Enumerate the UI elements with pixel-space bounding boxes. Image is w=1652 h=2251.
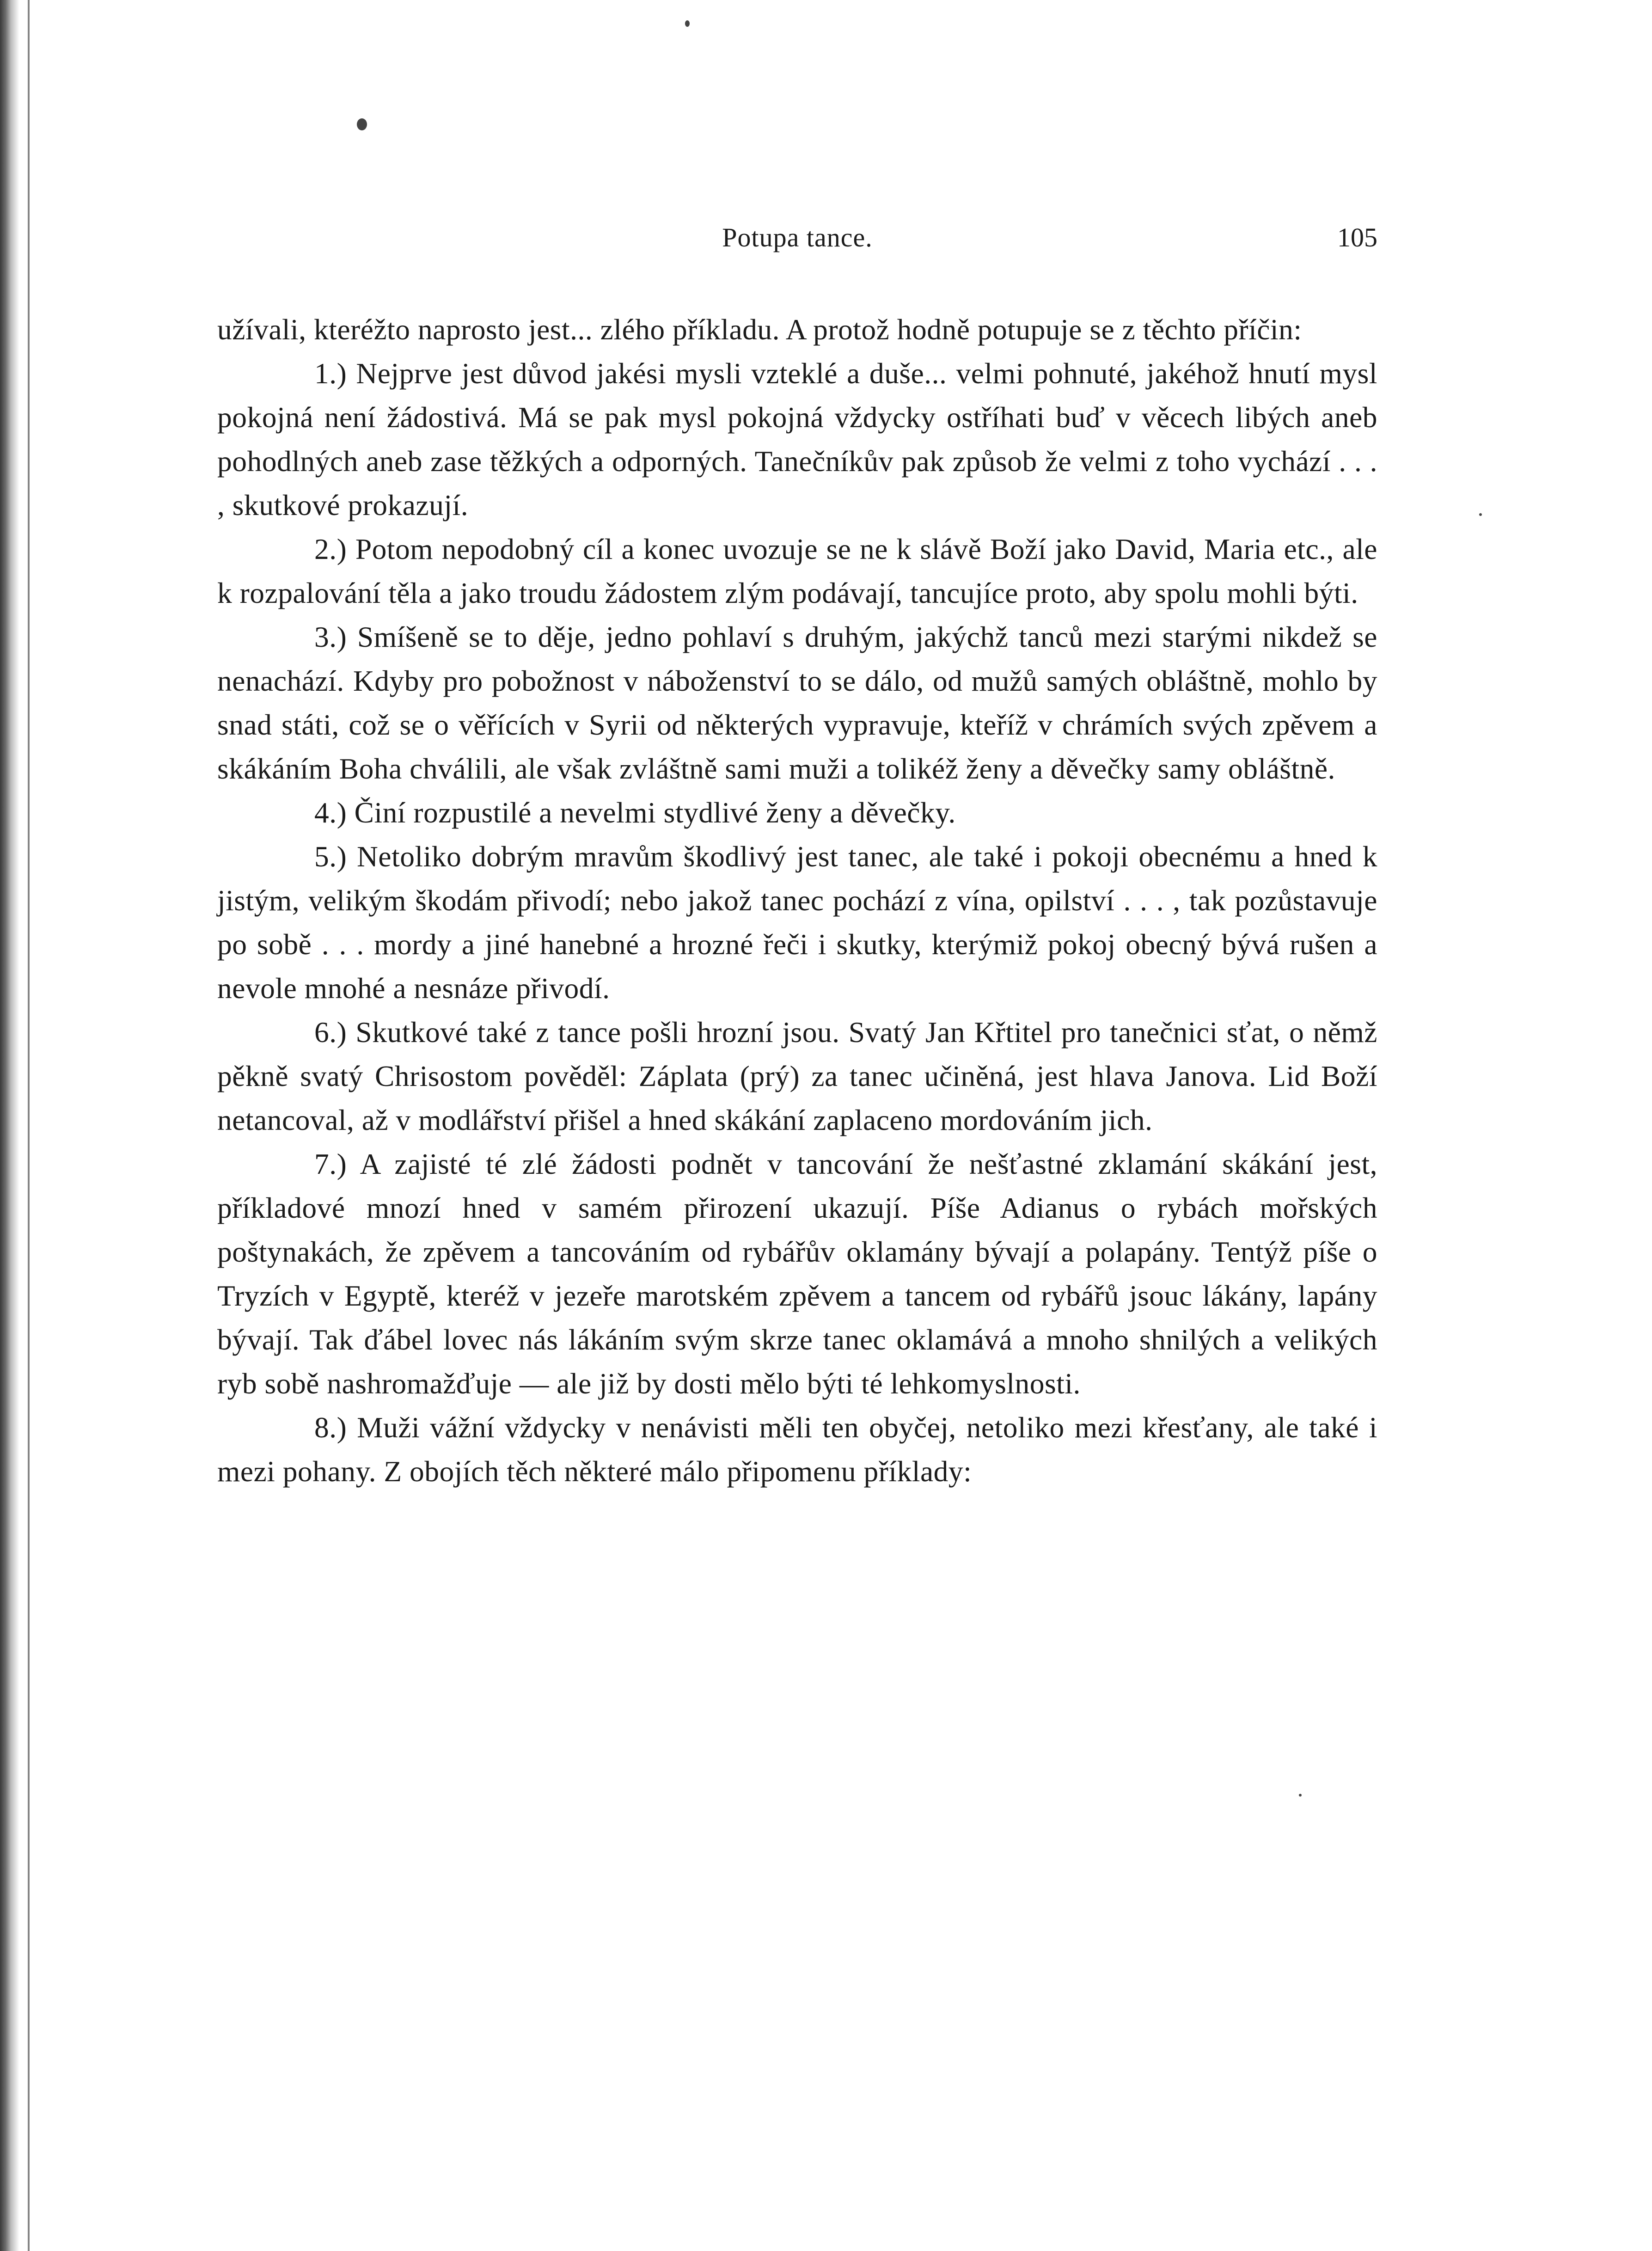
running-title: Potupa tance. xyxy=(722,222,873,252)
paragraph-continuation: užívali, kteréžto naprosto jest... zlého příkladu. A protož hodně potupuje se z těchto příčin: xyxy=(217,313,1302,346)
scan-speck xyxy=(685,20,690,27)
paragraph-1: 1.) Nejprve jest důvod jakési mysli vzteklé a duše... velmi pohnuté, jakéhož hnutí mysl pokojná není žádostivá. Má se pak mysl pokojná vždycky ostříhati buď v věcech libých aneb pohodlných aneb zase těžkých a odporných. Tanečníkův pak způsob že velmi z toho vychází . . . , skutkové prokazují. xyxy=(217,357,1377,521)
paragraph-5: 5.) Netoliko dobrým mravům škodlivý jest tanec, ale také i pokoji obecnému a hned k jistým, velikým škodám přivodí; nebo jakož tanec pochází z vína, opilství . . . , tak pozůstavuje po sobě . . . mordy a jiné hanebné a hrozné řeči i skutky, kterýmiž pokoj obecný bývá rušen a nevole mnohé a nesnáze přivodí. xyxy=(217,840,1377,1005)
paragraph-7: 7.) A zajisté té zlé žádosti podnět v tancování že nešťastné zklamání skákání jest, příkladové mnozí hned v samém přirození ukazují. Píše Adianus o rybách mořských poštynakách, že zpěvem a tancováním od rybářův oklamány bývají a polapány. Tentýž píše o Tryzích v Egyptě, kteréž v jezeře marotském zpěvem a tancem od rybářů jsouc lákány, lapány bývají. Tak ďábel lovec nás lákáním svým skrze tanec oklamává a mnoho shnilých a velikých ryb sobě nashromažďuje — ale již by dosti mělo býti té lehkomyslnosti. xyxy=(217,1147,1377,1400)
text-body xyxy=(217,307,1377,1493)
scan-edge-shadow xyxy=(0,0,19,2251)
paragraph-3: 3.) Smíšeně se to děje, jedno pohlaví s druhým, jakýchž tanců mezi starými nikdež se nenachází. Kdyby pro pobožnost v náboženství to se dálo, od mužů samých obláštně, mohlo by snad státi, což se o věřících v Syrii od některých vypravuje, kteříž v chrámích svých zpěvem a skákáním Boha chválili, ale však zvláštně sami muži a tolikéž ženy a děvečky samy obláštně. xyxy=(217,620,1377,785)
paragraph-6: 6.) Skutkové také z tance pošli hrozní jsou. Svatý Jan Křtitel pro tanečnici sťat, o němž pěkně svatý Chrisostom pověděl: Záplata (prý) za tanec učiněná, jest hlava Janova. Lid Boží netancoval, až v modlářství přišel a hned skákání zaplaceno mordováním jich. xyxy=(217,1016,1377,1136)
scan-edge-line xyxy=(28,0,30,2251)
scan-speck xyxy=(357,118,367,130)
paragraph-8: 8.) Muži vážní vždycky v nenávisti měli ten obyčej, netoliko mezi křesťany, ale také i mezi pohany. Z obojích těch některé málo připomenu příklady: xyxy=(217,1411,1377,1488)
running-head xyxy=(217,222,1377,259)
paragraph-4: 4.) Činí rozpustilé a nevelmi stydlivé ženy a děvečky. xyxy=(314,796,956,829)
page-number: 105 xyxy=(1337,222,1377,252)
scan-speck xyxy=(1299,1794,1302,1797)
scan-speck xyxy=(1479,513,1482,516)
paragraph-2: 2.) Potom nepodobný cíl a konec uvozuje se ne k slávě Boží jako David, Maria etc., ale k rozpalování těla a jako troudu žádostem zlým podávají, tancujíce proto, aby spolu mohli býti. xyxy=(217,533,1377,609)
